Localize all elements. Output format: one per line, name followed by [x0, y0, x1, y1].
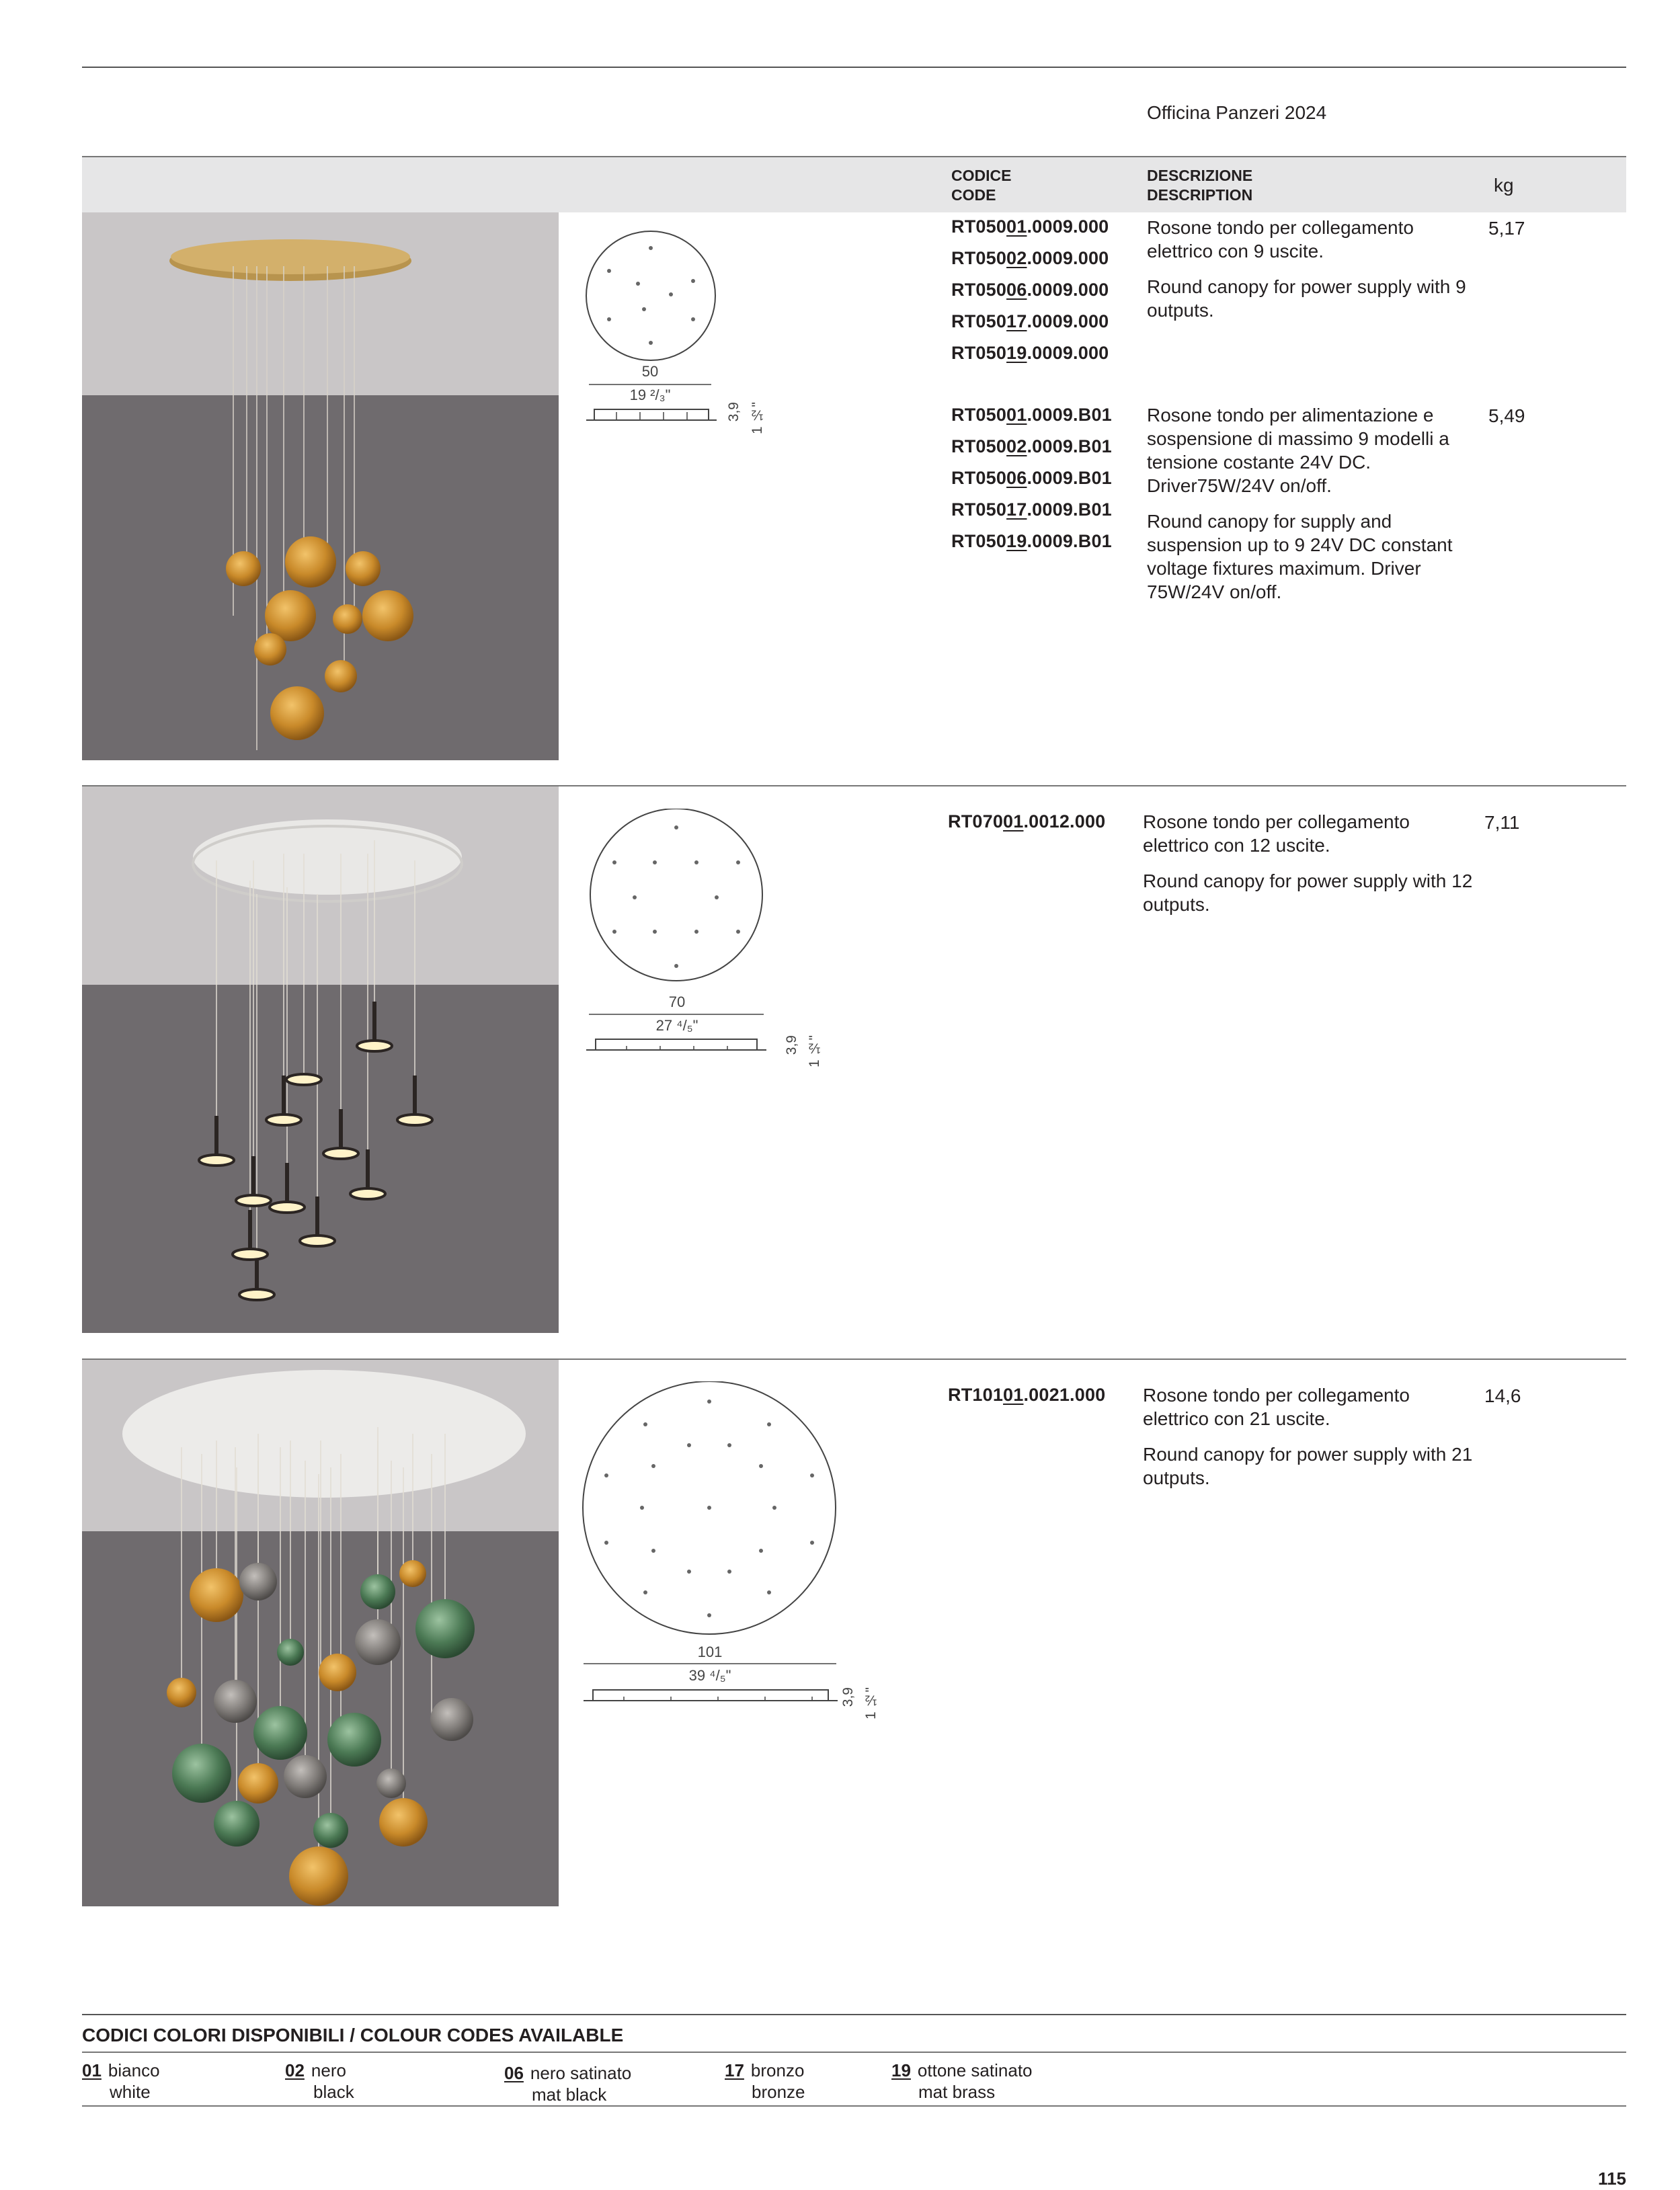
canopy-side-view-2	[586, 1037, 768, 1057]
legend-mid-rule	[82, 2052, 1626, 2053]
code-prefix: RT101	[948, 1385, 1004, 1405]
description-2	[1143, 810, 1479, 928]
header-desc-en: DESCRIPTION	[1147, 186, 1253, 204]
product-photo-2	[82, 786, 559, 1333]
code-prefix: RT050	[951, 343, 1007, 363]
code-suffix: .0009.000	[1027, 280, 1109, 300]
weight-2: 7,11	[1484, 812, 1520, 833]
code-suffix: .0009.000	[1027, 216, 1109, 237]
canopy-drawing-12	[584, 809, 785, 1024]
code-prefix: RT050	[951, 248, 1007, 268]
dim-height-inch-1: 1 ½"	[750, 402, 765, 434]
description-1b	[1147, 403, 1483, 616]
weight-3: 14,6	[1484, 1385, 1521, 1406]
code-colour: 06	[1006, 280, 1027, 300]
product-photo-1	[82, 212, 559, 760]
colour-code-item	[504, 2062, 631, 2105]
code-prefix: RT050	[951, 216, 1007, 237]
dim-height-cm-2: 3,9	[784, 1035, 799, 1055]
colour-name-en: mat brass	[918, 2082, 996, 2102]
colour-code-item	[285, 2060, 354, 2103]
code-suffix: .0021.000	[1023, 1385, 1106, 1405]
dim-inch-3: 39 ⁴/₅"	[688, 1667, 731, 1684]
header-code	[951, 166, 1011, 205]
colour-name-en: white	[110, 2082, 151, 2102]
dim-height-cm-3: 3,9	[840, 1687, 856, 1707]
description-en: Round canopy for supply and suspension up to 9 24V DC constant voltage fixtures maximum. Driver 75W/24V on/off.	[1147, 511, 1453, 602]
colour-code-item	[891, 2060, 1033, 2103]
code-colour: 02	[1006, 248, 1027, 268]
description-1a	[1147, 216, 1483, 334]
code-suffix: .0009.000	[1027, 248, 1109, 268]
code-suffix: .0009.B01	[1027, 499, 1112, 520]
colour-name-en: black	[313, 2082, 354, 2102]
dim-height-inch-2: 1 ½"	[807, 1035, 822, 1067]
weight-1b: 5,49	[1488, 405, 1525, 426]
page-number: 115	[1598, 2168, 1626, 2189]
colour-name-it: ottone satinato	[917, 2060, 1033, 2080]
dim-inch-2: 27 ⁴/₅"	[655, 1017, 698, 1034]
code-colour: 01	[1006, 405, 1027, 425]
code-prefix: RT050	[951, 280, 1007, 300]
code-suffix: .0009.B01	[1027, 531, 1112, 551]
canopy-drawing-21	[578, 1381, 847, 1677]
code-suffix: .0012.000	[1023, 811, 1106, 832]
code-colour: 06	[1006, 468, 1027, 488]
dim-cm-3: 101	[697, 1644, 723, 1660]
dim-height-inch-3: 1 ½"	[863, 1687, 879, 1719]
canopy-side-view-1	[586, 407, 721, 427]
code-suffix: .0009.B01	[1027, 405, 1112, 425]
top-rule	[82, 67, 1626, 68]
product-code	[951, 311, 1109, 332]
code-colour: 17	[1006, 311, 1027, 331]
code-suffix: .0009.000	[1027, 343, 1109, 363]
code-colour: 01	[1003, 811, 1024, 832]
colour-code-number: 01	[82, 2060, 102, 2080]
colour-code-number: 02	[285, 2060, 305, 2080]
colour-code-number: 06	[504, 2063, 524, 2083]
product-code	[951, 216, 1109, 237]
legend-bottom-rule	[82, 2105, 1626, 2107]
colour-name-en: bronze	[752, 2082, 805, 2102]
description-en: Round canopy for power supply with 9 outputs.	[1147, 276, 1466, 321]
product-code	[951, 280, 1109, 300]
product-code	[951, 468, 1112, 489]
colour-code-item	[725, 2060, 805, 2103]
code-prefix: RT050	[951, 531, 1007, 551]
colour-code-number: 19	[891, 2060, 911, 2080]
weight-1a: 5,17	[1488, 218, 1525, 239]
colour-codes-title: CODICI COLORI DISPONIBILI / COLOUR CODES AVAILABLE	[82, 2025, 624, 2045]
code-prefix: RT050	[951, 499, 1007, 520]
dim-inch-1: 19 ²/₃"	[629, 387, 671, 403]
pendant-photo-mixed-21	[82, 1360, 559, 1906]
product-code	[951, 405, 1112, 425]
code-suffix: .0009.B01	[1027, 436, 1112, 456]
header-description	[1147, 166, 1252, 205]
colour-code-item	[82, 2060, 160, 2103]
code-prefix: RT050	[951, 436, 1007, 456]
product-code	[948, 1385, 1105, 1406]
code-colour: 19	[1006, 531, 1027, 551]
product-code	[948, 811, 1105, 832]
canopy-side-view-3	[584, 1687, 839, 1707]
product-photo-3	[82, 1360, 559, 1906]
colour-name-en: mat black	[532, 2084, 607, 2105]
colour-name-it: nero satinato	[530, 2063, 632, 2083]
description-it: Rosone tondo per collegamento elettrico con 9 uscite.	[1147, 217, 1414, 261]
product-code	[951, 343, 1109, 364]
dim-height-cm-1: 3,9	[726, 402, 742, 422]
code-colour: 02	[1006, 436, 1027, 456]
description-en: Round canopy for power supply with 12 outputs.	[1143, 870, 1473, 915]
code-suffix: .0009.000	[1027, 311, 1109, 331]
product-code	[951, 531, 1112, 552]
code-colour: 17	[1006, 499, 1027, 520]
code-prefix: RT050	[951, 405, 1007, 425]
dim-cm-2: 70	[668, 993, 686, 1010]
header-kg: kg	[1494, 175, 1514, 196]
table-header	[82, 157, 1626, 212]
header-code-it: CODICE	[951, 167, 1012, 184]
product-code	[951, 499, 1112, 520]
colour-name-it: nero	[311, 2060, 346, 2080]
product-code	[951, 436, 1112, 457]
code-colour: 01	[1006, 216, 1027, 237]
pendant-photo-amber-9	[82, 212, 559, 760]
code-prefix: RT070	[948, 811, 1004, 832]
code-prefix: RT050	[951, 468, 1007, 488]
description-it: Rosone tondo per collegamento elettrico con 12 uscite.	[1143, 811, 1410, 856]
code-colour: 19	[1006, 343, 1027, 363]
header-desc-it: DESCRIZIONE	[1147, 167, 1253, 184]
description-3	[1143, 1383, 1479, 1502]
colour-name-it: bronzo	[750, 2060, 805, 2080]
header-code-en: CODE	[951, 186, 996, 204]
code-suffix: .0009.B01	[1027, 468, 1112, 488]
code-prefix: RT050	[951, 311, 1007, 331]
legend-top-rule	[82, 2014, 1626, 2015]
product-code	[951, 248, 1109, 269]
colour-name-it: bianco	[108, 2060, 160, 2080]
brand-title: Officina Panzeri 2024	[1147, 102, 1327, 123]
code-colour: 01	[1003, 1385, 1024, 1405]
description-en: Round canopy for power supply with 21 outputs.	[1143, 1444, 1473, 1488]
dim-cm-1: 50	[641, 363, 659, 380]
colour-code-number: 17	[725, 2060, 744, 2080]
description-it: Rosone tondo per alimentazione e sospensione di massimo 9 modelli a tensione costante 24V DC. Driver75W/24V on/off.	[1147, 405, 1449, 496]
description-it: Rosone tondo per collegamento elettrico con 21 uscite.	[1143, 1385, 1410, 1429]
pendant-photo-discs-12	[82, 786, 559, 1333]
